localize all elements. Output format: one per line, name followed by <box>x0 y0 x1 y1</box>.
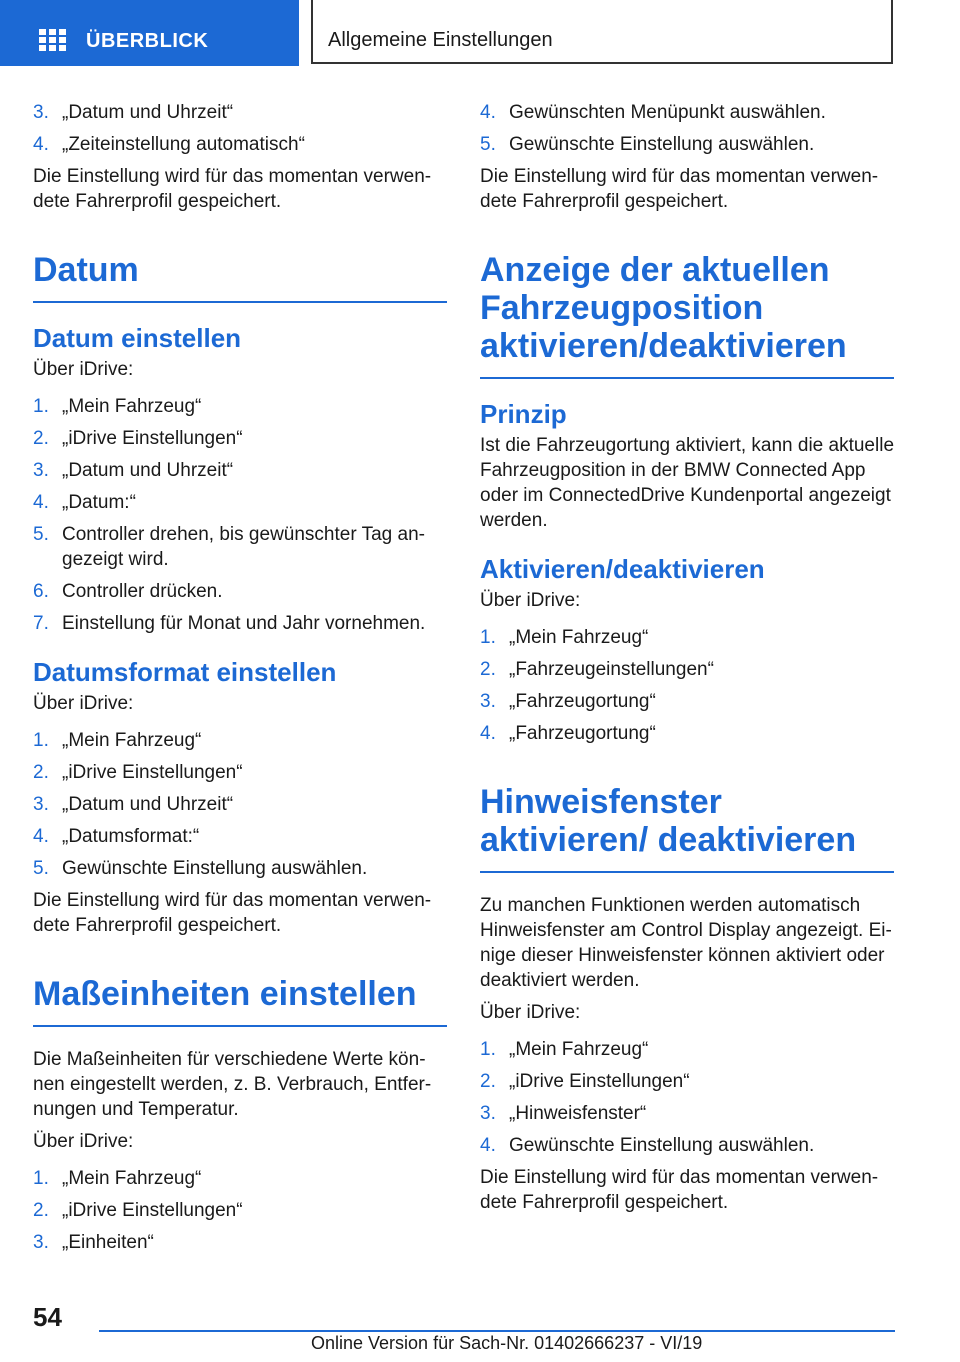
step-list <box>33 394 447 636</box>
step-number: 4. <box>33 492 49 513</box>
step-number: 5. <box>33 858 49 879</box>
list-item <box>33 490 447 515</box>
list-item <box>33 856 447 881</box>
step-text: „iDrive Einstellungen“ <box>62 1200 243 1221</box>
list-item <box>33 728 447 753</box>
step-number: 6. <box>33 581 49 602</box>
list-item <box>480 625 894 650</box>
list-item <box>33 792 447 817</box>
step-text: „iDrive Einstellungen“ <box>62 762 243 783</box>
section-heading-datum: Datum <box>33 251 447 303</box>
step-number: 4. <box>480 1135 496 1156</box>
step-text: „iDrive Einstellungen“ <box>62 428 243 449</box>
step-list <box>480 625 894 746</box>
step-text: Gewünschte Einstellung auswählen. <box>509 134 815 155</box>
left-column <box>33 100 447 1262</box>
step-text: „Datum und Uhrzeit“ <box>62 794 234 815</box>
list-item <box>33 611 447 636</box>
footer-divider <box>99 1330 895 1332</box>
step-number: 4. <box>33 134 49 155</box>
step-text: „Zeiteinstellung automatisch“ <box>62 134 305 155</box>
step-text: „Datum:“ <box>62 492 136 513</box>
format-note: Die Einstellung wird für das momentan verwendete Fahrerprofil gespeichert. <box>33 890 432 936</box>
list-item <box>480 132 894 157</box>
step-text: „Fahrzeugortung“ <box>509 691 656 712</box>
subheading-prinzip: Prinzip <box>480 399 567 429</box>
step-text: „Fahrzeugeinstellungen“ <box>509 659 714 680</box>
step-text: Gewünschte Einstellung auswählen. <box>509 1135 815 1156</box>
list-item <box>480 721 894 746</box>
step-text: „Fahrzeugortung“ <box>509 723 656 744</box>
list-item <box>33 394 447 419</box>
step-text: „Mein Fahrzeug“ <box>509 627 649 648</box>
list-item <box>33 100 447 125</box>
header-bar <box>0 0 960 66</box>
step-number: 3. <box>33 460 49 481</box>
section-tab[interactable] <box>311 0 893 64</box>
step-number: 4. <box>33 826 49 847</box>
list-item <box>480 1069 894 1094</box>
list-item <box>33 579 447 604</box>
list-item <box>33 426 447 451</box>
hints-text: Zu manchen Funktionen werden automatisch Hinweisfenster am Control Display angezeigt. Einige dieser Hinweisfenster können aktiviert oder deaktiviert werden. <box>480 895 892 991</box>
section-heading-hinweisfenster: Hinweisfenster aktivieren/ deaktivieren <box>480 783 894 873</box>
units-text: Die Maßeinheiten für verschiedene Werte können eingestellt werden, z. B. Verbrauch, Entfernungen und Temperatur. <box>33 1049 432 1120</box>
list-item <box>480 1133 894 1158</box>
subheading-datum-einstellen: Datum einstellen <box>33 323 242 353</box>
list-item <box>33 1166 447 1191</box>
section-heading-fahrzeugposition: Anzeige der aktuellen Fahrzeugposition aktivieren/deaktivieren <box>480 251 894 379</box>
hints-note: Die Einstellung wird für das momentan verwendete Fahrerprofil gespeichert. <box>480 1167 879 1213</box>
step-text: Einstellung für Monat und Jahr vornehmen. <box>62 613 426 634</box>
step-number: 1. <box>33 730 49 751</box>
overview-tab-label: ÜBERBLICK <box>86 30 209 52</box>
step-text: Controller drehen, bis gewünschter Tag angezeigt wird. <box>62 524 425 570</box>
list-item <box>33 760 447 785</box>
step-text: „iDrive Einstellungen“ <box>509 1071 690 1092</box>
list-item <box>33 132 447 157</box>
step-text: „Datum und Uhrzeit“ <box>62 460 234 481</box>
subheading-aktivieren-deaktivieren: Aktivieren/deaktivieren <box>480 554 765 584</box>
step-number: 3. <box>480 1103 496 1124</box>
list-item <box>33 1198 447 1223</box>
step-text: Gewünschte Einstellung auswählen. <box>62 858 368 879</box>
step-text: „Datumsformat:“ <box>62 826 200 847</box>
step-text: „Mein Fahrzeug“ <box>509 1039 649 1060</box>
step-number: 2. <box>480 659 496 680</box>
step-text: „Mein Fahrzeug“ <box>62 730 202 751</box>
step-text: Controller drücken. <box>62 581 223 602</box>
list-item <box>480 100 894 125</box>
step-number: 1. <box>33 1168 49 1189</box>
via-idrive-label: Über iDrive: <box>480 1002 581 1023</box>
step-number: 1. <box>480 1039 496 1060</box>
step-text: Gewünschten Menüpunkt auswählen. <box>509 102 826 123</box>
step-number: 7. <box>33 613 49 634</box>
step-number: 3. <box>33 1232 49 1253</box>
step-text: „Einheiten“ <box>62 1232 154 1253</box>
step-number: 5. <box>33 524 49 545</box>
step-number: 5. <box>480 134 496 155</box>
list-item <box>480 689 894 714</box>
subheading-datumsformat: Datumsformat einstellen <box>33 657 337 687</box>
step-number: 1. <box>33 396 49 417</box>
step-text: „Hinweisfenster“ <box>509 1103 647 1124</box>
intro-note: Die Einstellung wird für das momentan verwendete Fahrerprofil gespeichert. <box>33 166 432 212</box>
step-list <box>33 100 447 157</box>
step-list <box>33 728 447 881</box>
right-column <box>480 100 894 1222</box>
list-item <box>33 824 447 849</box>
grid-menu-icon <box>39 29 66 52</box>
via-idrive-label: Über iDrive: <box>33 1131 134 1152</box>
step-number: 4. <box>480 723 496 744</box>
step-number: 2. <box>33 1200 49 1221</box>
via-idrive-label: Über iDrive: <box>33 359 134 380</box>
step-text: „Mein Fahrzeug“ <box>62 396 202 417</box>
step-number: 2. <box>480 1071 496 1092</box>
intro-note: Die Einstellung wird für das momentan verwendete Fahrerprofil gespeichert. <box>480 166 879 212</box>
list-item <box>33 1230 447 1255</box>
via-idrive-label: Über iDrive: <box>33 693 134 714</box>
section-heading-masseinheiten: Maßeinheiten einstellen <box>33 975 447 1027</box>
overview-tab[interactable] <box>0 0 299 66</box>
step-number: 4. <box>480 102 496 123</box>
step-number: 3. <box>33 794 49 815</box>
step-number: 2. <box>33 762 49 783</box>
step-number: 3. <box>480 691 496 712</box>
step-number: 2. <box>33 428 49 449</box>
list-item <box>480 1101 894 1126</box>
step-text: „Mein Fahrzeug“ <box>62 1168 202 1189</box>
step-list <box>33 1166 447 1255</box>
step-list <box>480 100 894 157</box>
list-item <box>480 1037 894 1062</box>
step-number: 1. <box>480 627 496 648</box>
step-list <box>480 1037 894 1158</box>
step-text: „Datum und Uhrzeit“ <box>62 102 234 123</box>
section-tab-label: Allgemeine Einstellungen <box>328 29 553 51</box>
step-number: 3. <box>33 102 49 123</box>
list-item <box>33 522 447 572</box>
list-item <box>480 657 894 682</box>
principle-text: Ist die Fahrzeugortung aktiviert, kann die aktuelle Fahrzeugposition in der BMW Connected App oder im ConnectedDrive Kundenportal angezeigt werden. <box>480 435 895 531</box>
via-idrive-label: Über iDrive: <box>480 590 581 611</box>
list-item <box>33 458 447 483</box>
page-number: 54 <box>33 1302 62 1332</box>
footer-version-text: Online Version für Sach-Nr. 01402666237 - VI/19 <box>311 1333 703 1353</box>
